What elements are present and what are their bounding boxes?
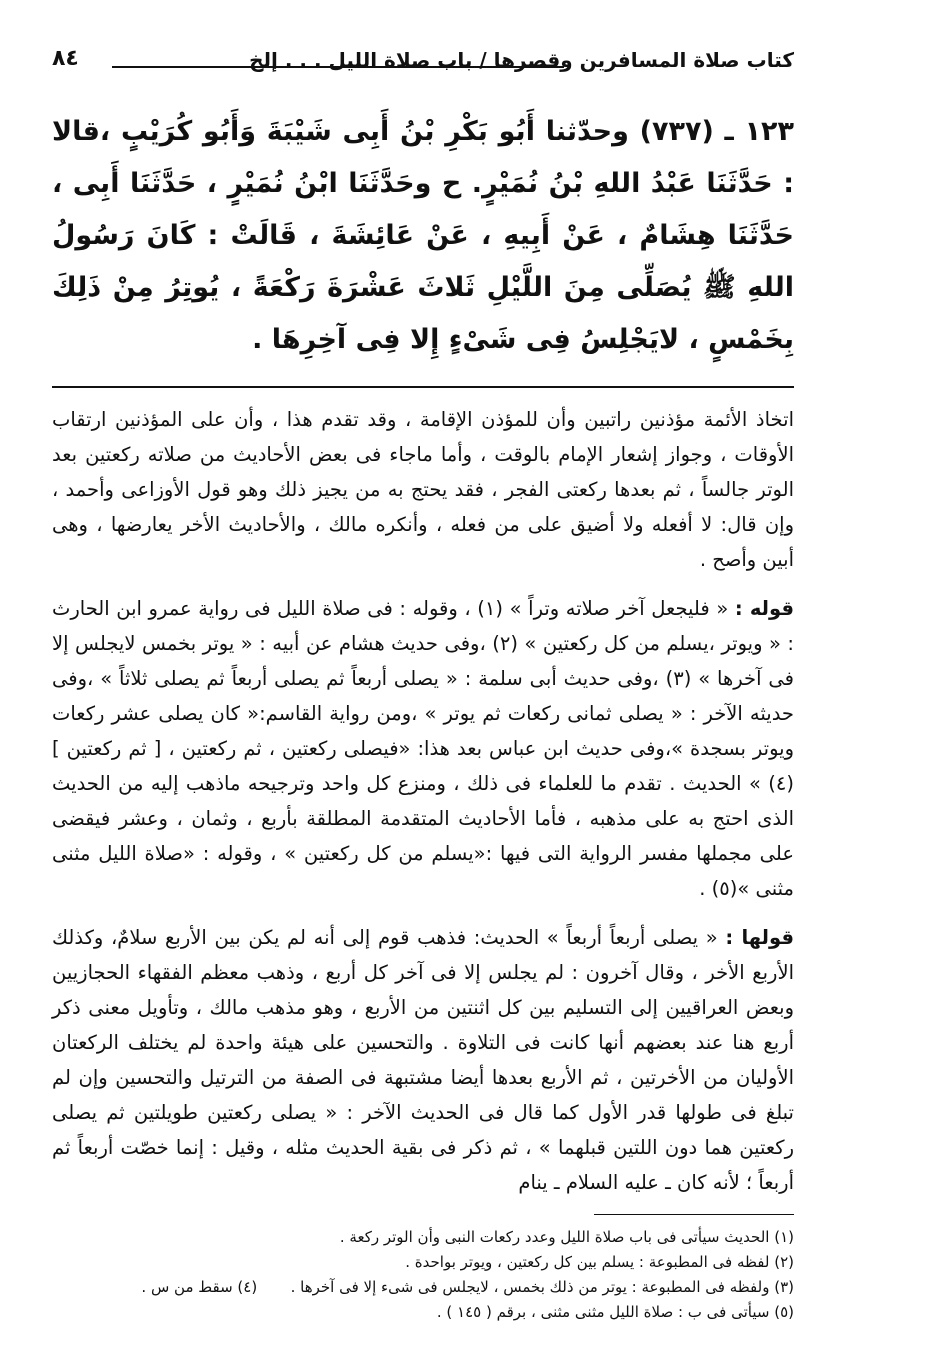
footnote-rule bbox=[594, 1214, 794, 1215]
commentary-paragraph-3 bbox=[52, 920, 794, 1200]
section-divider bbox=[52, 386, 794, 388]
commentary-paragraph-3-text: « يصلى أربعاً أربعاً » الحديث: فذهب قوم إلى أنه لم يكن بين الأربع سلامٌ، وكذلك الأربع الأخر ، وقال آخرون : لم يجلس إلا فى آخر كل أربع ، وذهب معظم الفقهاء الحجازيين وبعض العراقيين إلى التسليم بين كل اثنتين من الأربع ، وهو مذهب مالك ، وتأويل معنى ذكر أربع هنا عند بعضهم أنها كانت فى التلاوة . والتحسين على هيئة واحدة لم يختلف الركعتان الأوليان من الأخرتين ، ثم الأربع بعدها أيضا مشتبهة فى الصفة من الترتيل والتحسين وإن لم تبلغ فى طولها قدر الأول كما قال فى الحديث الآخر : « يصلى ركعتين طويلتين ثم يصلى ركعتين هما دون اللتين قبلهما » ، ثم ذكر فى بقية الحديث مثله ، وقيل : إنما خصّت أربعاً ثم أربعاً ؛ لأنه كان ـ عليه السلام ـ ينام bbox=[52, 926, 794, 1194]
footnote-1: (١) الحديث سيأتى فى باب صلاة الليل وعدد ركعات النبى وأن الوتر ركعة . bbox=[339, 1228, 794, 1246]
book-page bbox=[52, 40, 794, 1330]
commentary-paragraph-1: اتخاذ الأئمة مؤذنين راتبين وأن للمؤذن الإقامة ، وقد تقدم هذا ، وأن على المؤذنين ارتقاب الأوقات ، وجواز إشعار الإمام بالوقت ، وأما ماجاء فى بعض الأحاديث من صلاته ركعتين بعد الوتر جالساً ، ثم بعدها ركعتى الفجر ، فقد يحتج به من يجيز ذلك وهو قول الأوزاعى وأحمد ، وإن قال: لا أفعله ولا أضيق على من فعله ، وأنكره مالك ، والأحاديث الأخر يعارضها ، وهى أبين وأصح . bbox=[52, 408, 794, 571]
page-header bbox=[52, 40, 794, 92]
footnote-2: (٢) لفظه فى المطبوعة : يسلم بين كل ركعتين ، ويوتر بواحدة . bbox=[405, 1253, 794, 1271]
page-number: ٨٤ bbox=[52, 46, 79, 71]
hadith-number: ١٢٣ ـ (٧٣٧) bbox=[639, 116, 795, 147]
commentary-paragraph-2 bbox=[52, 591, 794, 906]
footnote-3-4-line bbox=[52, 1275, 794, 1300]
header-rule bbox=[112, 66, 564, 68]
commentary-lead-qawluhu: قوله : bbox=[734, 597, 794, 620]
footnote-4: (٤) سقط من س . bbox=[141, 1278, 258, 1296]
footnote-3: (٣) ولفظه فى المطبوعة : يوتر من ذلك بخمس ، لايجلس فى شىء إلا فى آخرها . bbox=[290, 1278, 794, 1296]
footnote-5: (٥) سيأتى فى ب : صلاة الليل مثنى مثنى ، برقم ( ١٤٥ ) . bbox=[436, 1303, 794, 1321]
hadith-text-block bbox=[52, 106, 794, 378]
commentary-lead-qawluha: قولها : bbox=[725, 926, 794, 949]
commentary-paragraph-2-text: « فليجعل آخر صلاته وتراً » (١) ، وقوله : فى صلاة الليل فى رواية عمرو ابن الحارث : « ويوتر ،يسلم من كل ركعتين » (٢) ،وفى حديث هشام عن أبيه : « يوتر بخمس لايجلس إلا فى آخرها » (٣) ،وفى حديث أبى سلمة : « يصلى أربعاً ثم يصلى أربعاً ثم يصلى ثلاثاً » ،وفى حديثه الآخر : « يصلى ثمانى ركعات ثم يوتر » ،ومن رواية القاسم:« كان يصلى عشر ركعات ويوتر بسجدة »،وفى حديث ابن عباس بعد هذا: «فيصلى ركعتين ، ثم ركعتين ، [ ثم ركعتين ] (٤) » الحديث . تقدم ما للعلماء فى ذلك ، ومنزع كل واحد وترجيحه ماذهب إليه من الحديث الذى احتج به على مذهبه ، فأما الأحاديث المتقدمة المطلقة بأربع ، وثمان ، وعشر فيقضى على مجملها مفسر الرواية التى فيها :«يسلم من كل ركعتين » ، وقوله : «صلاة الليل مثنى مثنى »(٥) . bbox=[52, 597, 795, 900]
hadith-text: وحدّثنا أَبُو بَكْرِ بْنُ أَبِى شَيْبَةَ وَأَبُو كُرَيْبٍ ،قالا : حَدَّثَنَا عَبْدُ اللهِ بْنُ نُمَيْرٍ. ح وحَدَّثَنَا ابْنُ نُمَيْرٍ ، حَدَّثَنَا أَبِى ، حَدَّثَنَا هِشَامٌ ، عَنْ أَبِيهِ ، عَنْ عَائِشَةَ ، قَالَتْ : كَانَ رَسُولُ اللهِ ﷺ يُصَلِّى مِنَ اللَّيْلِ ثَلاثَ عَشْرَةَ رَكْعَةً ، يُوتِرُ مِنْ ذَلِكَ بِخَمْسٍ ، لايَجْلِسُ فِى شَىْءٍ إِلا فِى آخِرِهَا . bbox=[52, 116, 794, 355]
commentary bbox=[52, 402, 794, 1200]
running-title: كتاب صلاة المسافرين وقصرها / باب صلاة الليل . . . إلخ bbox=[249, 48, 794, 72]
footnotes bbox=[52, 1225, 794, 1325]
